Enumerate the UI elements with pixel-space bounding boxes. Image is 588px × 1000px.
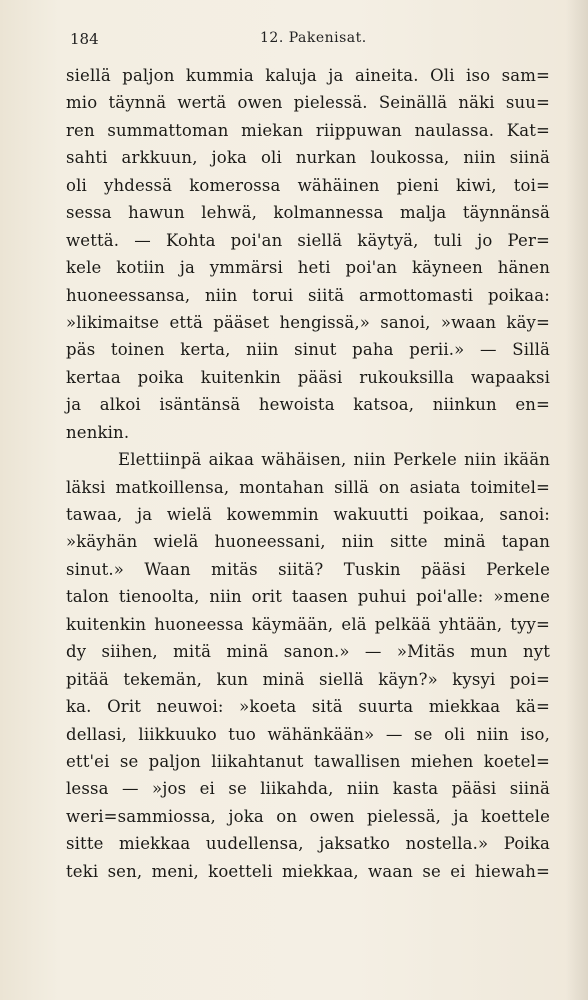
text-line: teki sen, meni, koetteli miekkaa, waan se ei hiewah= bbox=[66, 861, 550, 881]
text-line: sinut.» Waan mitäs siitä? Tuskin pääsi Perkele bbox=[66, 559, 550, 579]
text-line: talon tienoolta, niin orit taasen puhui poi'alle: »mene bbox=[66, 587, 550, 607]
page-number: 184 bbox=[70, 30, 99, 48]
text-line: sahti arkkuun, joka oli nurkan loukossa, niin siinä bbox=[66, 148, 550, 168]
text-line: tawaa, ja wielä kowemmin wakuutti poikaa, sanoi: bbox=[66, 505, 550, 524]
text-line: huoneessansa, niin torui siitä armottomasti poikaa: bbox=[66, 285, 550, 305]
text-line: siellä paljon kummia kaluja ja aineita. Oli iso sam= bbox=[66, 66, 550, 85]
text-line: wettä. — Kohta poi'an siellä käytyä, tuli jo Per= bbox=[66, 230, 550, 250]
text-line: dellasi, liikkuuko tuo wähänkään» — se oli niin iso, bbox=[66, 724, 550, 744]
text-line: kele kotiin ja ymmärsi heti poi'an käyneen hänen bbox=[66, 258, 550, 278]
text-line: »käyhän wielä huoneessani, niin sitte minä tapan bbox=[66, 532, 550, 552]
text-line: mio täynnä wertä owen pielessä. Seinällä näki suu= bbox=[66, 93, 550, 113]
page-header bbox=[70, 30, 550, 54]
text-line: dy siihen, mitä minä sanon.» — »Mitäs mun nyt bbox=[66, 642, 550, 662]
body-text bbox=[66, 62, 550, 885]
text-line: »likimaitse että pääset hengissä,» sanoi, »waan käy= bbox=[66, 312, 550, 332]
text-line: pitää tekemän, kun minä siellä käyn?» kysyi poi= bbox=[66, 669, 550, 689]
running-head: 12. Pakenisat. bbox=[260, 30, 367, 46]
text-line: ka. Orit neuwoi: »koeta sitä suurta miekkaa kä= bbox=[66, 697, 550, 717]
text-line: weri=sammiossa, joka on owen pielessä, ja koettele bbox=[66, 806, 550, 826]
text-line-paragraph-start: Elettiinpä aikaa wähäisen, niin Perkele niin ikään bbox=[118, 450, 550, 470]
text-line: päs toinen kerta, niin sinut paha perii.» — Sillä bbox=[66, 340, 550, 360]
text-line: nenkin. bbox=[66, 422, 130, 442]
text-line: ja alkoi isäntänsä hewoista katsoa, niinkun en= bbox=[66, 395, 550, 415]
text-line: läksi matkoillensa, montahan sillä on asiata toimitel= bbox=[66, 477, 550, 497]
text-line: ett'ei se paljon liikahtanut tawallisen miehen koetel= bbox=[66, 751, 550, 771]
text-line: sessa hawun lehwä, kolmannessa malja täynnänsä bbox=[66, 203, 550, 223]
text-line: ren summattoman miekan riippuwan naulassa. Kat= bbox=[66, 120, 550, 140]
page-edge-shadow bbox=[566, 0, 588, 1000]
text-line: sitte miekkaa uudellensa, jaksatko nostella.» Poika bbox=[66, 834, 550, 854]
text-line: lessa — »jos ei se liikahda, niin kasta pääsi siinä bbox=[66, 779, 550, 799]
text-line: kuitenkin huoneessa käymään, elä pelkää yhtään, tyy= bbox=[66, 614, 550, 634]
text-line: kertaa poika kuitenkin pääsi rukouksilla wapaaksi bbox=[66, 367, 550, 387]
text-line: oli yhdessä komerossa wähäinen pieni kiwi, toi= bbox=[66, 175, 550, 195]
